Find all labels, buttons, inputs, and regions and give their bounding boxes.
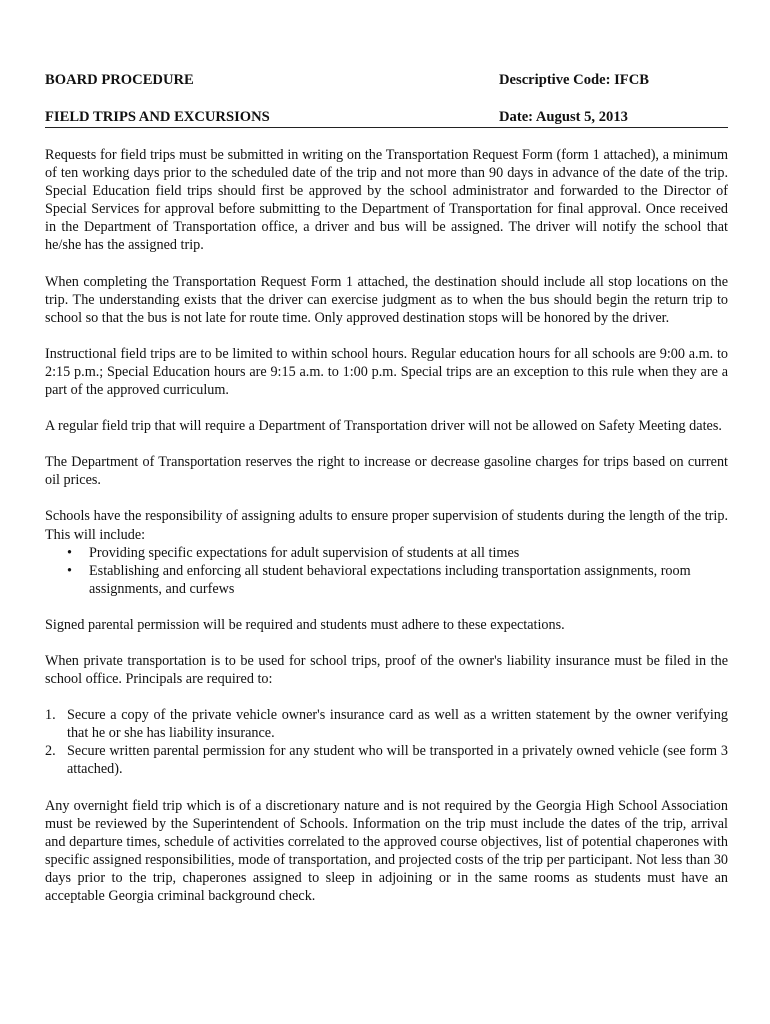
- list-item: [45, 562, 728, 598]
- list-number: 2.: [45, 743, 56, 760]
- header-row-1: [45, 70, 728, 90]
- document-title: FIELD TRIPS AND EXCURSIONS: [45, 109, 270, 125]
- principal-requirements-list: [45, 706, 728, 778]
- list-item-text: Secure a copy of the private vehicle owner's insurance card as well as a written statement by the owner verifying that he or she has liability insurance.: [67, 707, 728, 742]
- header-divider: [45, 127, 728, 128]
- paragraph-private-transportation: When private transportation is to be used for school trips, proof of the owner's liability insurance must be filed in the school office. Principals are required to:: [45, 652, 728, 688]
- list-number: 1.: [45, 707, 56, 724]
- paragraph-request-submission: Requests for field trips must be submitted in writing on the Transportation Request Form (form 1 attached), a minimum of ten working days prior to the scheduled date of the trip and not more than 90 days in advance of the date of the trip. Special Education field trips should first be approved by the school administrator and forwarded to the Director of Special Services for approval before submitting to the Department of Transportation for final approval. Once received in the Department of Transportation office, a driver and bus will be assigned. The driver will notify the school that he/she has the assigned trip.: [45, 147, 728, 254]
- document-page: [45, 70, 728, 905]
- list-item-text: Establishing and enforcing all student behavioral expectations including transportation assignments, room assignments, and curfews: [89, 562, 691, 597]
- paragraph-destination-stops: When completing the Transportation Request Form 1 attached, the destination should include all stop locations on the trip. The understanding exists that the driver can exercise judgment as to when the bus should begin the return trip to school so that the bus is not late for route time. Only approved destination stops will be honored by the driver.: [45, 273, 728, 326]
- header-row-2: [45, 107, 728, 127]
- list-item: [45, 742, 728, 778]
- descriptive-code: Descriptive Code: IFCB: [499, 72, 649, 88]
- list-item-text: Secure written parental permission for any student who will be transported in a privately owned vehicle (see form 3 attached).: [67, 743, 728, 778]
- supervision-list: [45, 544, 728, 598]
- bullet-icon: •: [67, 544, 72, 561]
- paragraph-safety-meeting: A regular field trip that will require a Department of Transportation driver will not be allowed on Safety Meeting dates.: [45, 418, 722, 435]
- document-date: Date: August 5, 2013: [499, 109, 628, 125]
- document-type: BOARD PROCEDURE: [45, 72, 194, 88]
- paragraph-school-hours: Instructional field trips are to be limited to within school hours. Regular education hours for all schools are 9:00 a.m. to 2:15 p.m.; Special Education hours are 9:15 a.m. to 1:00 p.m. Special trips are an exception to this rule when they are a part of the approved curriculum.: [45, 345, 728, 399]
- list-item: [45, 706, 728, 742]
- list-item-text: Providing specific expectations for adult supervision of students at all times: [89, 544, 520, 561]
- paragraph-supervision: Schools have the responsibility of assigning adults to ensure proper supervision of students during the length of the trip. This will include:: [45, 508, 728, 543]
- bullet-icon: •: [67, 562, 72, 579]
- paragraph-gasoline-charges: The Department of Transportation reserves the right to increase or decrease gasoline charges for trips based on current oil prices.: [45, 454, 728, 489]
- paragraph-parental-permission: Signed parental permission will be required and students must adhere to these expectations.: [45, 616, 565, 633]
- list-item: [45, 544, 728, 562]
- paragraph-overnight-trips: Any overnight field trip which is of a discretionary nature and is not required by the Georgia High School Association must be reviewed by the Superintendent of Schools. Information on the trip must include the dates of the trip, arrival and departure times, schedule of activities correlated to the approved course objectives, list of potential chaperones with specific assigned responsibilities, mode of transportation, and projected costs of the trip per participant. Not less than 30 days prior to the trip, chaperones assigned to sleep in adjoining or in the same rooms as students must have an acceptable Georgia criminal background check.: [45, 797, 728, 904]
